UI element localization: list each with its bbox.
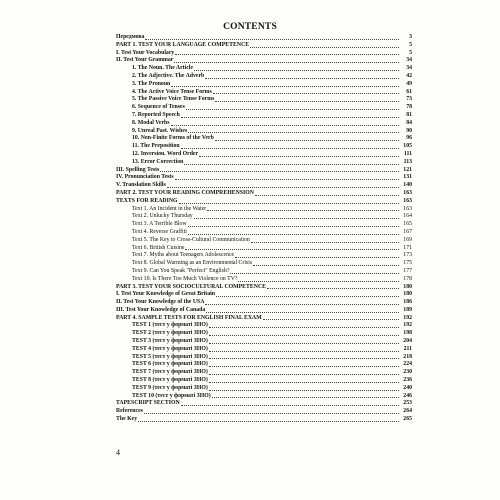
toc-entry-page: 211	[403, 345, 412, 352]
dot-leader	[171, 86, 399, 87]
toc-entry	[116, 291, 412, 299]
toc-entry-page: 246	[403, 392, 412, 399]
toc-entry-title: Text 1. An Incident in the Water	[132, 205, 207, 212]
toc-entry-title: Text 5. The Key to Cross-Cultural Communication	[132, 236, 250, 243]
dot-leader	[209, 351, 399, 352]
toc-entry-page: 163	[403, 205, 412, 212]
dot-leader	[209, 382, 399, 383]
toc-entry-title: TEST 3 (тест у форматі ЗНО)	[132, 338, 208, 345]
toc-entry-title: TEST 9 (тест у форматі ЗНО)	[132, 384, 208, 391]
dot-leader	[209, 358, 399, 359]
toc-entry-page: 113	[403, 158, 412, 165]
toc-entry-page: 42	[406, 72, 412, 79]
toc-entry-title: 13. Error Correction	[132, 158, 184, 165]
dot-leader	[212, 397, 399, 398]
dot-leader	[194, 218, 399, 219]
toc-entry-title: I. Test Your Vocabulary	[116, 49, 175, 56]
toc-entry-title: TEST 6 (тест у форматі ЗНО)	[132, 361, 208, 368]
dot-leader	[250, 47, 399, 48]
toc-entry	[116, 42, 412, 50]
toc-entry	[116, 159, 412, 167]
dot-leader	[160, 171, 399, 172]
toc-entry-page: 178	[403, 275, 412, 282]
toc-entry	[116, 369, 412, 377]
toc-entry-title: PART 2. TEST YOUR READING COMPREHENSION	[116, 189, 254, 196]
dot-leader	[235, 257, 399, 258]
toc-entry-page: 78	[406, 104, 412, 111]
dot-leader	[194, 70, 399, 71]
toc-entry	[116, 385, 412, 393]
dot-leader	[144, 413, 399, 414]
toc-entry	[116, 104, 412, 112]
toc-entry-title: 6. Sequence of Tenses	[132, 104, 185, 111]
toc-entry-page: 192	[403, 314, 412, 321]
toc-entry-title: Text 10. Is There Too Much Violence on TV?	[132, 275, 238, 282]
toc-entry	[116, 252, 412, 260]
toc-entry	[116, 135, 412, 143]
toc-entry	[116, 299, 412, 307]
toc-entry-page: 163	[403, 189, 412, 196]
toc-entry-page: 163	[403, 197, 412, 204]
toc-entry-page: 84	[406, 119, 412, 126]
toc-entry-title: I. Test Your Knowledge of Great Britain	[116, 291, 215, 298]
dot-leader	[238, 281, 399, 282]
toc-entry	[116, 307, 412, 315]
toc-entry-page: 105	[403, 143, 412, 150]
toc-entry-page: 180	[403, 291, 412, 298]
toc-entry-page: 265	[403, 416, 412, 423]
toc-entry	[116, 260, 412, 268]
toc-entry-title: TEST 8 (тест у форматі ЗНО)	[132, 377, 208, 384]
toc-entry-page: 240	[403, 384, 412, 391]
dot-leader	[175, 54, 399, 55]
toc-entry-page: 81	[406, 111, 412, 118]
toc-entry	[116, 377, 412, 385]
toc-entry	[116, 151, 412, 159]
dot-leader	[216, 296, 399, 297]
dot-leader	[209, 374, 399, 375]
toc-entry-page: 177	[403, 267, 412, 274]
dot-leader	[188, 132, 399, 133]
toc-entry	[116, 128, 412, 136]
toc-entry	[116, 393, 412, 401]
toc-entry-page: 224	[403, 361, 412, 368]
toc-entry-page: 61	[406, 88, 412, 95]
toc-entry-title: II. Test Your Knowledge of the USA	[116, 299, 205, 306]
toc-entry-title: 12. Inversion. Word Order	[132, 150, 199, 157]
dot-leader	[175, 179, 399, 180]
dot-leader	[255, 195, 399, 196]
dot-leader	[199, 156, 399, 157]
toc-entry	[116, 408, 412, 416]
dot-leader	[184, 164, 399, 165]
dot-leader	[215, 140, 399, 141]
toc-entry-page: 49	[406, 80, 412, 87]
toc-entry-title: 2. The Adjective. The Adverb	[132, 72, 205, 79]
toc-entry-title: Text 8. Global Warming as an Environmental Crisis	[132, 260, 253, 267]
dot-leader	[188, 234, 399, 235]
toc-entry-title: 3. The Pronoun	[132, 80, 171, 87]
toc-entry-page: 3	[409, 34, 412, 40]
toc-entry-title: TEXTS FOR READING	[116, 197, 178, 204]
toc-entry	[116, 89, 412, 97]
toc-entry	[116, 174, 412, 182]
toc-entry-title: TEST 1 (тест у форматі ЗНО)	[132, 322, 208, 329]
toc-entry	[116, 57, 412, 65]
toc-entry-title: 11. The Preposition	[132, 143, 180, 150]
toc-entry-page: 264	[403, 408, 412, 415]
dot-leader	[209, 390, 399, 391]
dot-leader	[138, 421, 399, 422]
dot-leader	[263, 319, 399, 320]
toc-entry	[116, 120, 412, 128]
toc-entry-page: 173	[403, 252, 412, 259]
toc-entry-page: 180	[403, 283, 412, 290]
toc-entry-page: 34	[406, 57, 412, 64]
toc-entry	[116, 73, 412, 81]
dot-leader	[205, 78, 399, 79]
toc-entry-page: 253	[403, 400, 412, 407]
toc-entry-title: TEST 7 (тест у форматі ЗНО)	[132, 369, 208, 376]
toc-entry-page: 230	[403, 369, 412, 376]
toc-entry-page: 90	[406, 127, 412, 134]
toc-entry-page: 171	[403, 244, 412, 251]
toc-entry-title: 10. Non-Finite Forms of the Verb	[132, 135, 214, 142]
toc-entry-page: 111	[403, 150, 412, 157]
toc-entry	[116, 112, 412, 120]
toc-entry	[116, 400, 412, 408]
dot-leader	[179, 203, 399, 204]
toc-entry	[116, 213, 412, 221]
dot-leader	[230, 273, 399, 274]
toc-entry-title: 8. Modal Verbs	[132, 119, 170, 126]
toc-entry	[116, 81, 412, 89]
toc-entry-title: TEST 4 (тест у форматі ЗНО)	[132, 345, 208, 352]
dot-leader	[215, 101, 399, 102]
toc-entry	[116, 229, 412, 237]
dot-leader	[181, 117, 399, 118]
toc-entry	[116, 206, 412, 214]
toc-entry-title: References	[116, 408, 143, 415]
toc-entry-title: Передмова	[116, 34, 145, 40]
page-number: 4	[116, 448, 120, 457]
toc-entry	[116, 416, 412, 424]
toc-entry-page: 131	[403, 174, 412, 181]
dot-leader	[145, 39, 399, 40]
toc-entry-title: III. Test Your Knowledge of Canada	[116, 306, 206, 313]
toc-entry-title: Text 7. Myths about Teenagers Adolescence	[132, 252, 235, 259]
toc-entry-page: 167	[403, 228, 412, 235]
toc-entry-page: 165	[403, 221, 412, 228]
dot-leader	[209, 343, 399, 344]
toc-entry	[116, 338, 412, 346]
dot-leader	[181, 405, 399, 406]
toc-entry-title: 7. Reported Speech	[132, 111, 180, 118]
toc-entry	[116, 268, 412, 276]
toc-entry-title: 5. The Passive Voice Tense Forms	[132, 96, 215, 103]
dot-leader	[185, 249, 399, 250]
dot-leader	[209, 327, 399, 328]
dot-leader	[207, 210, 399, 211]
toc-entry-page: 34	[406, 65, 412, 72]
toc-entry-page: 189	[403, 306, 412, 313]
toc-entry	[116, 330, 412, 338]
toc-entry-page: 5	[409, 49, 412, 56]
toc-entry-title: IV. Pronunciation Tests	[116, 174, 174, 181]
toc-entry	[116, 237, 412, 245]
toc-entry-title: Text 3. A Terrible Blow	[132, 221, 187, 228]
dot-leader	[267, 288, 399, 289]
dot-leader	[206, 312, 399, 313]
dot-leader	[209, 335, 399, 336]
toc-entry-page: 169	[403, 236, 412, 243]
toc-entry-title: V. Translation Skills	[116, 182, 166, 189]
toc-entry-title: PART 3. TEST YOUR SOCIOCULTURAL COMPETENCE	[116, 283, 267, 290]
toc-entry-title: TEST 2 (тест у форматі ЗНО)	[132, 330, 208, 337]
toc-entry-title: The Key	[116, 416, 138, 423]
toc-entry-title: 1. The Noun. The Article	[132, 65, 193, 72]
dot-leader	[188, 226, 399, 227]
toc-entry	[116, 167, 412, 175]
toc-entry	[116, 198, 412, 206]
toc-entry-page: 96	[406, 135, 412, 142]
toc-entry	[116, 245, 412, 253]
toc-entry-title: II. Test Your Grammar	[116, 57, 174, 64]
toc-entry-page: 236	[403, 377, 412, 384]
toc-entry-title: Text 4. Reverse Graffiti	[132, 228, 187, 235]
dot-leader	[209, 366, 399, 367]
toc-entry	[116, 276, 412, 284]
toc-entry-title: TEST 5 (тест у форматі ЗНО)	[132, 353, 208, 360]
toc-entry	[116, 346, 412, 354]
toc-entry	[116, 34, 412, 42]
toc-entry-page: 186	[403, 299, 412, 306]
toc-entry-page: 218	[403, 353, 412, 360]
toc-entry-title: 4. The Active Voice Tense Forms	[132, 88, 212, 95]
toc-entry-page: 121	[403, 166, 412, 173]
toc-entry-page: 192	[403, 322, 412, 329]
dot-leader	[253, 265, 399, 266]
toc-entry	[116, 221, 412, 229]
toc-entry	[116, 96, 412, 104]
toc-entry-page: 5	[409, 41, 412, 48]
toc-entry	[116, 190, 412, 198]
toc-entry-title: TEST 10 (тест у форматі ЗНО)	[132, 392, 211, 399]
toc-entry-title: 9. Unreal Past. Wishes	[132, 127, 188, 134]
toc-entry-title: III. Spelling Tests	[116, 166, 160, 173]
toc-entry	[116, 143, 412, 151]
toc-entry	[116, 182, 412, 190]
toc-entry-title: PART 1. TEST YOUR LANGUAGE COMPETENCE	[116, 41, 250, 48]
toc-entry-page: 204	[403, 338, 412, 345]
toc-entry-title: Text 2. Unlucky Thursday	[132, 213, 193, 220]
toc-entry-title: PART 4. SAMPLE TESTS FOR ENGLISH FINAL EXAM	[116, 314, 262, 321]
toc-entry-page: 198	[403, 330, 412, 337]
toc-entry-title: TAPESCRIPT SECTION	[116, 400, 180, 407]
toc-entry-page: 175	[403, 260, 412, 267]
page-title: CONTENTS	[223, 22, 277, 32]
toc-entry	[116, 65, 412, 73]
toc-entry	[116, 284, 412, 292]
dot-leader	[167, 187, 399, 188]
toc-entry-page: 140	[403, 182, 412, 189]
dot-leader	[186, 109, 399, 110]
dot-leader	[205, 304, 399, 305]
toc-entry	[116, 50, 412, 58]
dot-leader	[251, 242, 399, 243]
dot-leader	[213, 93, 399, 94]
dot-leader	[181, 148, 399, 149]
toc-entry-title: Text 9. Can You Speak "Perfect" English?	[132, 267, 230, 274]
dot-leader	[171, 125, 399, 126]
table-of-contents	[116, 34, 412, 424]
dot-leader	[174, 62, 399, 63]
toc-entry-title: Text 6. British Cuisine	[132, 244, 185, 251]
toc-entry-page: 164	[403, 213, 412, 220]
toc-entry-page: 73	[406, 96, 412, 103]
